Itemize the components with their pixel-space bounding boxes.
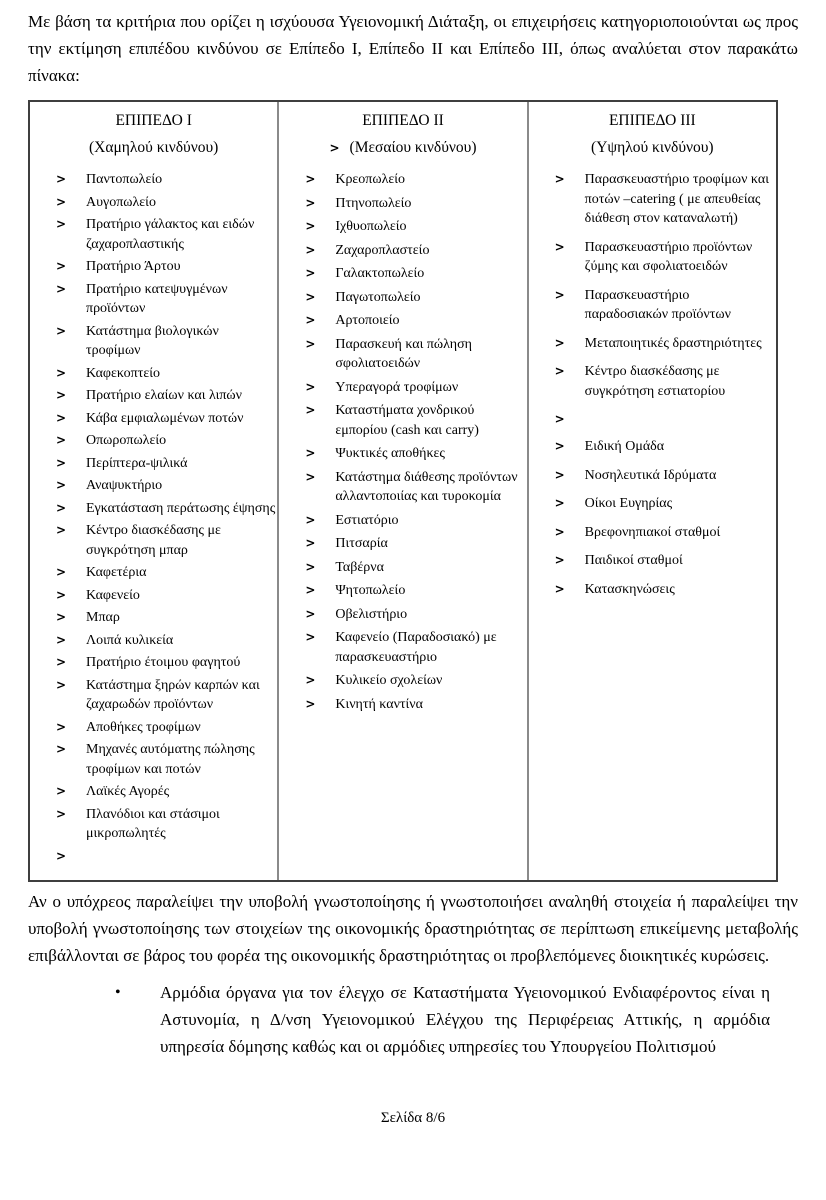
chevron-bullet-icon: > [56,500,67,515]
item-label: Παρασκευαστήριο παραδοσιακών προϊόντων [584,287,731,322]
chevron-bullet-icon: > [305,559,316,574]
list-item [305,264,524,284]
item-label: Κυλικείο σχολείων [335,673,443,688]
list-item [555,551,774,571]
chevron-bullet-icon: > [305,696,316,711]
chevron-bullet-icon: > [56,655,67,669]
round-bullet-icon: • [115,984,121,1001]
chevron-bullet-icon: > [554,467,565,482]
chevron-bullet-icon: > [56,610,67,624]
list-item [555,170,774,229]
column-subtitle-label: (Μεσαίου κινδύνου) [349,139,477,156]
item-label: Αυγοπωλείο [86,194,156,210]
chevron-bullet-icon: > [305,512,316,527]
list-item [56,409,275,429]
list-item [56,386,275,406]
list-item [56,563,275,583]
column-subtitle-label: (Υψηλού κινδύνου) [591,139,714,156]
chevron-bullet-icon: > [56,388,67,402]
chevron-bullet-icon: > [56,323,67,338]
chevron-bullet-icon: > [554,581,565,596]
chevron-bullet-icon: > [56,455,67,470]
items-list-level-3 [529,170,776,599]
chevron-bullet-icon: > [56,565,67,579]
item-label: Πτηνοπωλείο [335,195,412,211]
item-label: Οπωροπωλείο [86,433,167,448]
column-subtitle-level-3 [529,138,776,158]
item-label: Παιδικοί σταθμοί [584,553,683,568]
column-subtitle-level-2 [279,138,526,158]
item-label: Πρατήριο έτοιμου φαγητού [86,655,241,670]
list-item [305,558,524,578]
list-item [56,740,275,779]
list-item [56,193,275,213]
list-item [555,410,774,428]
item-label: Αρτοποιείο [335,313,400,328]
item-label: Καφεκοπτείο [86,365,160,381]
list-item [56,676,275,715]
list-item [305,194,524,214]
item-label: Αποθήκες τροφίμων [86,719,201,735]
item-label: Υπεραγορά τροφίμων [335,379,459,395]
list-item [56,170,275,190]
chevron-bullet-icon: > [554,524,565,539]
item-label: Ψητοπωλείο [335,583,406,598]
item-label: Κέντρο διασκέδασης με συγκρότηση εστιατορίου [584,364,726,399]
item-label: Μεταποιητικές δραστηριότητες [584,335,762,351]
chevron-bullet-icon: > [554,364,565,378]
chevron-bullet-icon: > [56,410,67,425]
column-title-level-2: ΕΠΙΠΕΔΟ ΙΙ [362,112,444,129]
list-item [305,511,524,531]
list-item [305,335,524,374]
list-item [555,238,774,277]
item-label: Κατάστημα βιολογικών τροφίμων [86,323,219,358]
chevron-bullet-icon: > [56,259,67,273]
list-item [555,580,774,600]
chevron-bullet-icon: > [554,496,565,510]
chevron-bullet-icon: > [56,742,67,756]
list-item [305,468,524,507]
chevron-bullet-icon: > [305,536,316,550]
item-label: Πλανόδιοι και στάσιμοι μικροπωλητές [86,806,220,841]
item-label: Ιχθυοπωλείο [335,219,407,234]
chevron-bullet-icon: > [305,242,316,257]
list-item [56,454,275,474]
items-list-level-1 [30,170,277,865]
list-item [555,494,774,514]
item-label: Πιτσαρία [335,536,388,551]
item-label: Ειδική Ομάδα [584,439,665,454]
item-label: Νοσηλευτικά Ιδρύματα [584,467,717,483]
item-label: Πρατήριο Άρτου [86,259,181,274]
table-column-level-1 [30,102,277,880]
item-label: Κατάστημα διάθεσης προϊόντων αλλαντοποιίας και τυροκομία [335,469,518,504]
list-item [555,286,774,325]
chevron-bullet-icon: > [554,553,565,567]
chevron-bullet-icon: > [329,141,340,155]
item-label: Πρατήριο γάλακτος και ειδών ζαχαροπλαστικής [86,217,255,252]
chevron-bullet-icon: > [554,335,565,350]
item-label: Παρασκευή και πώληση σφολιατοειδών [335,336,472,371]
item-label: Οβελιστήριο [335,606,408,622]
item-label: Καφενείο [86,587,140,603]
chevron-bullet-icon: > [305,379,316,394]
item-label: Οίκοι Ευγηρίας [584,496,673,511]
sanctions-paragraph: Αν ο υπόχρεος παραλείψει την υποβολή γνωστοποίησης ή γνωστοποιήσει αναληθή στοιχεία ή παραλείψει την υποβολή γνωστοποίησης των στοιχείων της οικονομικής δραστηριότητας σε περίπτωση επικείμενης μεταβολής επιβάλλονται σε βάρος του φορέα της οικονομικής δραστηριότητας οι προβλεπόμενες διοικητικές κυρώσεις. [28,892,798,965]
item-label: Ταβέρνα [335,559,384,575]
item-label: Παγωτοπωλείο [335,289,421,305]
chevron-bullet-icon: > [56,632,67,647]
item-label: Λοιπά κυλικεία [86,632,174,648]
list-item [305,401,524,440]
item-label: Μηχανές αυτόματης πώλησης τροφίμων και ποτών [86,742,255,777]
chevron-bullet-icon: > [56,719,67,734]
list-item [305,605,524,625]
chevron-bullet-icon: > [305,336,316,351]
list-item [56,257,275,277]
chevron-bullet-icon: > [56,478,67,492]
list-item [305,311,524,331]
list-item [56,280,275,319]
column-title-level-3: ΕΠΙΠΕΔΟ ΙΙΙ [608,112,696,129]
chevron-bullet-icon: > [305,606,316,621]
item-label: Περίπτερα-ψιλικά [86,455,188,471]
chevron-bullet-icon: > [305,630,316,644]
list-item [56,521,275,560]
chevron-bullet-icon: > [56,172,67,186]
item-label [585,410,774,428]
chevron-bullet-icon: > [554,172,565,186]
list-item [56,653,275,673]
chevron-bullet-icon: > [305,266,316,280]
item-label [86,847,275,865]
item-label: Κρεοπωλείο [335,172,406,187]
list-item [305,378,524,398]
list-item [305,534,524,554]
authorities-note-text: Αρμόδια όργανα για τον έλεγχο σε Καταστήματα Υγειονομικού Ενδιαφέροντος είναι η Αστυνομία, η Δ/νση Υγειονομικού Ελέγχου της Περιφέρειας Αττικής, η αρμόδια υπηρεσία δόμησης καθώς και οι αρμόδιες υπηρεσίες του Υπουργείου Πολιτισμού [160,983,770,1056]
chevron-bullet-icon: > [305,289,316,304]
column-title-level-1: ΕΠΙΠΕΔΟ Ι [115,112,192,129]
chevron-bullet-icon: > [305,313,316,327]
list-item [305,444,524,464]
list-item [305,695,524,715]
item-label: Αναψυκτήριο [86,478,163,493]
list-item [56,631,275,651]
item-label: Παρασκευαστήριο προϊόντων ζύμης και σφολιατοειδών [584,239,753,274]
item-label: Πρατήριο ελαίων και λιπών [86,388,242,403]
list-item [56,805,275,844]
list-item [56,586,275,606]
list-item [305,288,524,308]
list-item [56,431,275,451]
chevron-bullet-icon: > [56,848,67,863]
chevron-bullet-icon: > [554,287,565,302]
list-item [305,628,524,667]
chevron-bullet-icon: > [56,523,67,537]
chevron-bullet-icon: > [305,673,316,687]
list-item [56,499,275,519]
item-label: Παρασκευαστήριο τροφίμων και ποτών –catering ( με απευθείας διάθεση στον καταναλωτή) [584,172,769,226]
list-item [555,437,774,457]
list-item [305,671,524,691]
list-item [555,523,774,543]
item-label: Εγκατάσταση περάτωσης έψησης [86,500,276,516]
chevron-bullet-icon: > [305,172,316,186]
item-label: Πρατήριο κατεψυγμένων προϊόντων [86,281,228,316]
chevron-bullet-icon: > [305,219,316,233]
item-label: Παντοπωλείο [86,172,163,187]
item-label: Βρεφονηπιακοί σταθμοί [584,524,721,540]
item-label: Ψυκτικές αποθήκες [335,446,445,461]
authorities-note [115,979,770,1060]
column-subtitle-level-1 [30,138,277,158]
chevron-bullet-icon: > [56,281,67,296]
list-item [555,362,774,401]
list-item [555,334,774,354]
chevron-bullet-icon: > [56,784,67,798]
table-column-level-2 [277,102,526,880]
chevron-bullet-icon: > [305,469,316,484]
item-label: Κινητή καντίνα [335,696,423,712]
risk-level-table [28,100,778,882]
chevron-bullet-icon: > [554,239,565,254]
item-label: Κατασκηνώσεις [584,581,675,597]
intro-paragraph: Με βάση τα κριτήρια που ορίζει η ισχύουσα Υγειονομική Διάταξη, οι επιχειρήσεις κατηγοριοποιούνται ως προς την εκτίμηση επιπέδου κινδύνου σε Επίπεδο Ι, Επίπεδο ΙΙ και Επίπεδο ΙΙΙ, όπως αναλύεται στον παρακάτω πίνακα: [28,12,798,85]
chevron-bullet-icon: > [56,677,67,692]
chevron-bullet-icon: > [56,433,67,447]
chevron-bullet-icon: > [56,194,67,209]
list-item [305,581,524,601]
list-item [56,782,275,802]
list-item [56,718,275,738]
list-item [56,364,275,384]
item-label: Γαλακτοπωλείο [335,266,425,281]
item-label: Κάβα εμφιαλωμένων ποτών [86,410,244,426]
chevron-bullet-icon: > [56,806,67,821]
item-label: Λαϊκές Αγορές [86,784,170,799]
chevron-bullet-icon: > [305,446,316,460]
list-item [56,847,275,865]
item-label: Εστιατόριο [335,512,399,528]
column-subtitle-label: (Χαμηλού κινδύνου) [89,139,219,156]
chevron-bullet-icon: > [56,217,67,231]
chevron-bullet-icon: > [305,583,316,597]
chevron-bullet-icon: > [305,403,316,417]
list-item [56,608,275,628]
table-column-level-3 [527,102,776,880]
chevron-bullet-icon: > [56,365,67,380]
chevron-bullet-icon: > [305,195,316,210]
list-item [305,170,524,190]
list-item [555,466,774,486]
page-number-footer: Σελίδα 8/6 [380,1110,446,1126]
item-label: Καφενείο (Παραδοσιακό) με παρασκευαστήριο [335,630,497,665]
chevron-bullet-icon: > [56,587,67,602]
item-label: Καφετέρια [86,565,147,580]
list-item [56,476,275,496]
item-label: Ζαχαροπλαστείο [335,242,430,258]
list-item [305,217,524,237]
list-item [56,215,275,254]
items-list-level-2 [279,170,526,714]
list-item [305,241,524,261]
item-label: Καταστήματα χονδρικού εμπορίου (cash και carry) [335,403,479,438]
item-label: Κατάστημα ξηρών καρπών και ζαχαρωδών προϊόντων [86,677,260,712]
list-item [56,322,275,361]
chevron-bullet-icon: > [554,439,565,453]
item-label: Κέντρο διασκέδασης με συγκρότηση μπαρ [86,523,221,558]
item-label: Μπαρ [86,610,120,625]
chevron-bullet-icon: > [554,412,565,426]
